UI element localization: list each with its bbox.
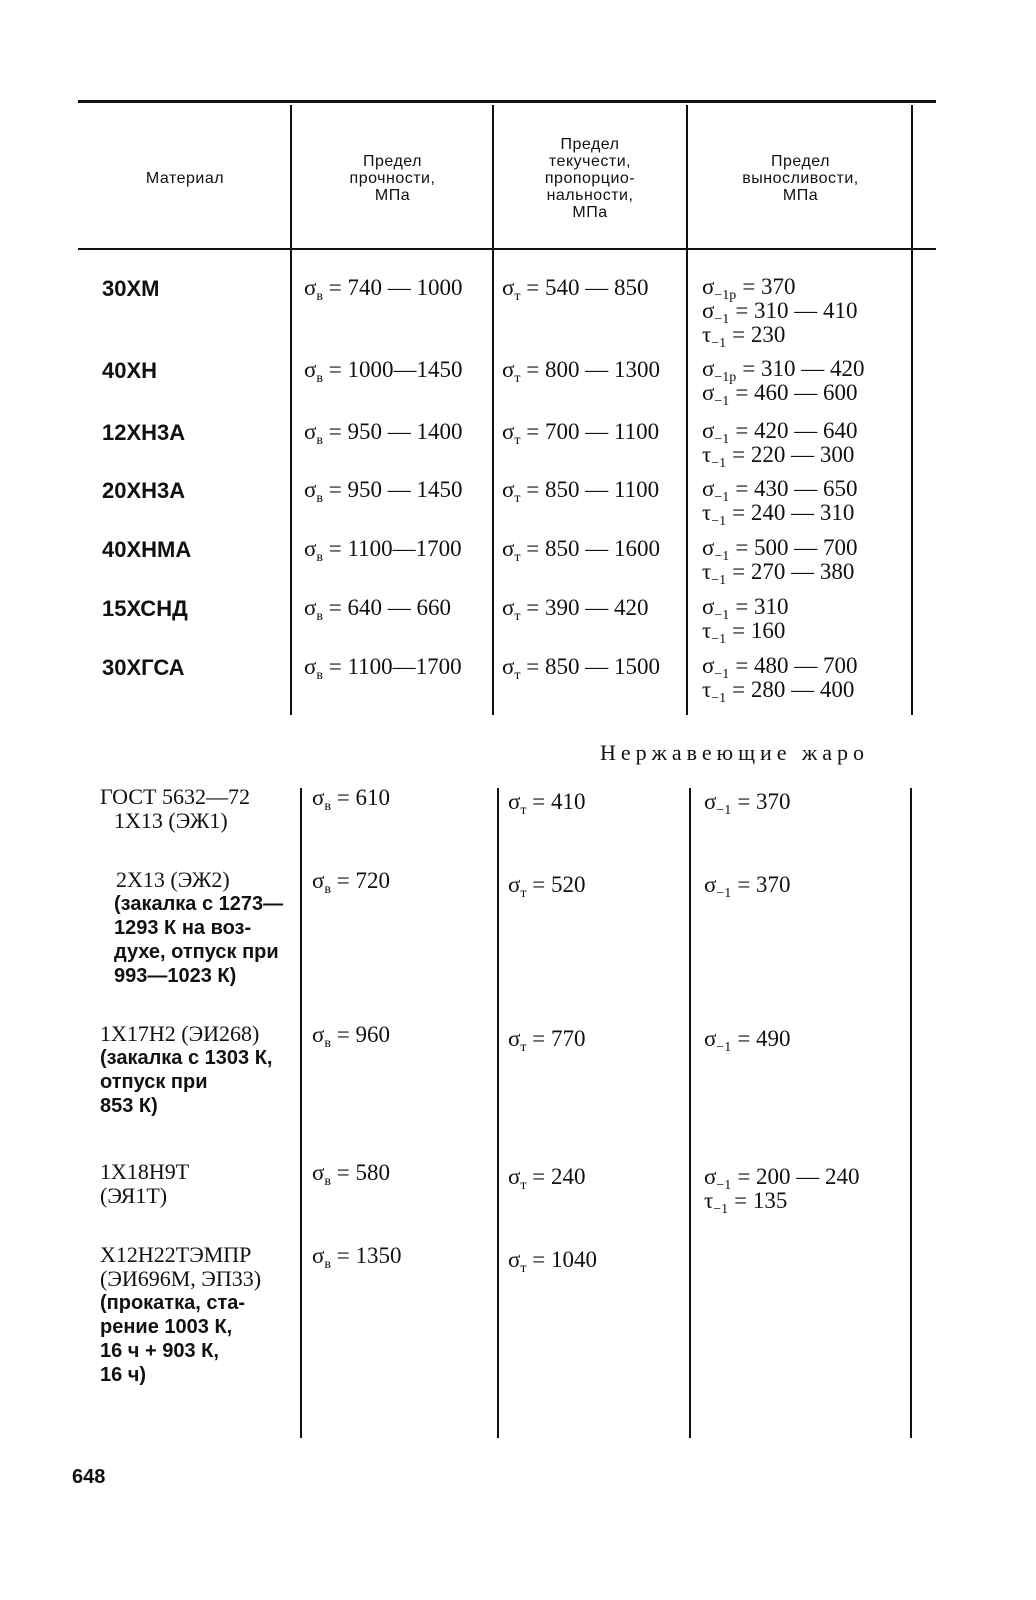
endurance-symbol: σ	[702, 274, 715, 299]
endurance-symbol: τ	[704, 1188, 714, 1213]
yield-equals: =	[526, 1164, 552, 1189]
endurance-value: = 310 — 410	[735, 298, 858, 323]
col-divider-4b	[910, 788, 912, 1438]
yield-subscript: т	[514, 550, 521, 565]
header-material: Материал	[145, 170, 225, 187]
material-note-line: (прокатка, ста-	[100, 1292, 246, 1314]
endurance-line	[704, 872, 791, 901]
table-top-rule	[78, 100, 936, 103]
yield-value: 390 — 420	[545, 595, 649, 620]
endurance-value: = 200 — 240	[737, 1164, 860, 1189]
material-name: 30ХМ	[102, 276, 160, 301]
endurance-symbol: σ	[702, 594, 715, 619]
endurance-value: = 310 — 420	[742, 356, 865, 381]
endurance-subscript: −1	[713, 1202, 729, 1217]
header-endurance: Предел выносливости, МПа	[742, 153, 859, 204]
yield-subscript: т	[520, 1040, 527, 1055]
yield-subscript: т	[520, 1178, 527, 1193]
yield-equals: =	[520, 275, 546, 300]
endurance-subscript: −1	[714, 608, 730, 623]
strength-equals: =	[323, 357, 348, 382]
endurance-value: = 370	[737, 789, 791, 814]
endurance-cell	[702, 653, 858, 706]
strength-symbol: σ	[304, 654, 317, 679]
strength-symbol: σ	[304, 275, 317, 300]
strength-subscript: в	[316, 550, 324, 565]
strength-value: 1100—1700	[347, 654, 462, 679]
endurance-value: = 460 — 600	[735, 380, 858, 405]
col-divider-2	[492, 105, 494, 715]
endurance-symbol: τ	[702, 500, 712, 525]
endurance-subscript: −1	[714, 490, 730, 505]
endurance-symbol: σ	[702, 476, 715, 501]
endurance-cell	[702, 274, 858, 351]
material-name: 40ХНМА	[102, 537, 192, 562]
endurance-line	[702, 677, 858, 706]
material-note-line: отпуск при	[100, 1071, 208, 1093]
strength-cell	[304, 595, 451, 625]
endurance-symbol: τ	[702, 559, 712, 584]
material-cell	[100, 1022, 296, 1118]
yield-symbol: σ	[508, 789, 521, 814]
endurance-symbol: τ	[702, 322, 712, 347]
strength-symbol: σ	[312, 1160, 325, 1185]
strength-subscript: в	[324, 1257, 332, 1272]
yield-cell	[502, 477, 659, 507]
material-note-line: (закалка с 1303 К,	[100, 1047, 273, 1069]
endurance-line	[702, 442, 858, 471]
yield-equals: =	[520, 595, 546, 620]
yield-subscript: т	[520, 1261, 527, 1276]
endurance-value: = 270 — 380	[732, 559, 855, 584]
yield-subscript: т	[520, 803, 527, 818]
endurance-value: = 500 — 700	[735, 535, 858, 560]
strength-subscript: в	[316, 289, 324, 304]
endurance-symbol: τ	[702, 677, 712, 702]
yield-symbol: σ	[502, 357, 515, 382]
endurance-line	[702, 298, 858, 327]
endurance-value: = 420 — 640	[735, 418, 858, 443]
endurance-line	[702, 418, 858, 447]
yield-subscript: т	[514, 371, 521, 386]
endurance-line	[702, 559, 858, 588]
strength-cell	[304, 654, 462, 684]
endurance-subscript: −1	[716, 886, 732, 901]
material-note-line: 853 К)	[100, 1095, 158, 1117]
endurance-value: = 135	[734, 1188, 788, 1213]
table-header-rule	[78, 248, 936, 250]
strength-value: 950 — 1400	[347, 419, 463, 444]
endurance-value: = 160	[732, 618, 786, 643]
endurance-line	[704, 1164, 860, 1193]
yield-equals: =	[526, 1026, 552, 1051]
yield-value: 850 — 1500	[545, 654, 661, 679]
strength-symbol: σ	[304, 419, 317, 444]
material-name: 40ХН	[102, 358, 158, 383]
endurance-symbol: τ	[702, 442, 712, 467]
endurance-subscript: −1	[714, 549, 730, 564]
endurance-subscript: −1	[711, 691, 727, 706]
endurance-subscript: −1	[714, 667, 730, 682]
endurance-line	[702, 356, 865, 385]
strength-value: 1000—1450	[347, 357, 463, 382]
strength-cell	[304, 275, 463, 305]
endurance-line	[702, 618, 789, 647]
endurance-value: = 430 — 650	[735, 476, 858, 501]
endurance-value: = 280 — 400	[732, 677, 855, 702]
material-note-line: 993—1023 К)	[114, 965, 237, 987]
yield-cell	[508, 1026, 586, 1056]
col-divider-1b	[300, 788, 302, 1438]
strength-equals: =	[323, 275, 348, 300]
material-cell	[100, 868, 296, 988]
strength-symbol: σ	[304, 536, 317, 561]
strength-symbol: σ	[304, 357, 317, 382]
strength-value: 640 — 660	[347, 595, 452, 620]
endurance-cell	[702, 594, 789, 647]
strength-equals: =	[331, 868, 356, 893]
yield-value: 800 — 1300	[545, 357, 661, 382]
strength-value: 1100—1700	[347, 536, 462, 561]
material-line: ГОСТ 5632—72	[100, 784, 250, 809]
endurance-cell	[702, 356, 865, 409]
strength-cell	[304, 419, 463, 449]
yield-subscript: т	[514, 433, 521, 448]
endurance-line	[702, 476, 858, 505]
material-line: 1Х17Н2 (ЭИ268)	[100, 1021, 260, 1046]
strength-symbol: σ	[312, 785, 325, 810]
strength-subscript: в	[316, 433, 324, 448]
yield-value: 700 — 1100	[545, 419, 660, 444]
yield-symbol: σ	[502, 275, 515, 300]
endurance-cell	[704, 789, 791, 818]
strength-value: 610	[355, 785, 391, 810]
strength-equals: =	[331, 1022, 356, 1047]
yield-value: 850 — 1100	[545, 477, 660, 502]
material-line: 2Х13 (ЭЖ2)	[116, 867, 230, 892]
material-line: Х12Н22ТЭМПР	[100, 1242, 252, 1267]
material-line: 1Х13 (ЭЖ1)	[114, 808, 228, 833]
material-note-line: духе, отпуск при	[114, 941, 279, 963]
section-title: Нержавеющие жаро	[600, 740, 870, 765]
strength-equals: =	[323, 654, 348, 679]
strength-equals: =	[323, 477, 348, 502]
strength-value: 1350	[355, 1243, 402, 1268]
page-number: 648	[72, 1466, 106, 1488]
endurance-subscript: −1	[711, 632, 727, 647]
endurance-subscript: −1	[711, 336, 727, 351]
endurance-symbol: σ	[702, 653, 715, 678]
yield-equals: =	[520, 536, 546, 561]
header-yield: Предел текучести, пропорцио- нальности, МПа	[544, 136, 636, 221]
strength-value: 740 — 1000	[347, 275, 463, 300]
col-divider-3b	[689, 788, 691, 1438]
yield-value: 850 — 1600	[545, 536, 661, 561]
endurance-symbol: τ	[702, 618, 712, 643]
endurance-symbol: σ	[704, 1164, 717, 1189]
strength-equals: =	[323, 419, 348, 444]
endurance-subscript: −1	[711, 456, 727, 471]
endurance-line	[704, 789, 791, 818]
strength-cell	[312, 1160, 390, 1190]
col-divider-2b	[497, 788, 499, 1438]
yield-cell	[502, 357, 660, 387]
yield-symbol: σ	[502, 536, 515, 561]
strength-value: 960	[355, 1022, 391, 1047]
strength-cell	[304, 536, 462, 566]
endurance-line	[702, 500, 858, 529]
strength-cell	[312, 1022, 390, 1052]
yield-cell	[508, 1164, 586, 1194]
strength-symbol: σ	[312, 1243, 325, 1268]
endurance-subscript: −1p	[714, 370, 737, 385]
yield-cell	[502, 419, 659, 449]
endurance-value: = 230	[732, 322, 786, 347]
yield-cell	[508, 872, 586, 902]
strength-subscript: в	[316, 371, 324, 386]
col-divider-1	[290, 105, 292, 715]
endurance-value: = 370	[737, 872, 791, 897]
strength-equals: =	[323, 536, 348, 561]
endurance-subscript: −1	[711, 514, 727, 529]
material-note-line: рение 1003 К,	[100, 1316, 233, 1338]
endurance-symbol: σ	[702, 298, 715, 323]
material-note-line: 16 ч + 903 К,	[100, 1340, 219, 1362]
yield-symbol: σ	[508, 1026, 521, 1051]
endurance-symbol: σ	[702, 356, 715, 381]
strength-symbol: σ	[312, 1022, 325, 1047]
strength-symbol: σ	[304, 477, 317, 502]
yield-equals: =	[520, 654, 546, 679]
strength-subscript: в	[324, 882, 332, 897]
endurance-subscript: −1	[716, 803, 732, 818]
header-strength: Предел прочности, МПа	[349, 153, 436, 204]
strength-subscript: в	[316, 491, 324, 506]
yield-value: 540 — 850	[545, 275, 649, 300]
endurance-subscript: −1	[711, 573, 727, 588]
endurance-line	[702, 274, 858, 303]
endurance-symbol: σ	[704, 789, 717, 814]
material-name: 20ХН3А	[102, 478, 186, 503]
material-note-line: (закалка с 1273—	[114, 893, 284, 915]
strength-equals: =	[331, 1243, 356, 1268]
endurance-symbol: σ	[702, 535, 715, 560]
yield-symbol: σ	[502, 654, 515, 679]
yield-symbol: σ	[502, 419, 515, 444]
yield-subscript: т	[520, 886, 527, 901]
yield-value: 240	[551, 1164, 586, 1189]
col-divider-4	[911, 105, 913, 715]
material-name: 30ХГСА	[102, 655, 185, 680]
endurance-value: = 240 — 310	[732, 500, 855, 525]
yield-subscript: т	[514, 289, 521, 304]
yield-equals: =	[526, 789, 552, 814]
yield-equals: =	[526, 1247, 552, 1272]
endurance-cell	[702, 418, 858, 471]
endurance-line	[704, 1188, 860, 1217]
col-divider-3	[686, 105, 688, 715]
strength-cell	[304, 357, 463, 387]
material-line: 1Х18Н9Т	[100, 1159, 190, 1184]
endurance-line	[702, 653, 858, 682]
strength-equals: =	[331, 1160, 356, 1185]
yield-equals: =	[520, 477, 546, 502]
yield-value: 1040	[551, 1247, 598, 1272]
endurance-symbol: σ	[704, 872, 717, 897]
endurance-symbol: σ	[702, 380, 715, 405]
endurance-line	[702, 594, 789, 623]
material-line: (ЭЯ1Т)	[100, 1183, 168, 1208]
material-note-line: 16 ч)	[100, 1364, 147, 1386]
strength-symbol: σ	[304, 595, 317, 620]
material-name: 12ХН3А	[102, 420, 186, 445]
material-cell	[100, 1243, 296, 1387]
endurance-value: = 370	[742, 274, 796, 299]
strength-subscript: в	[316, 668, 324, 683]
yield-symbol: σ	[502, 595, 515, 620]
strength-cell	[312, 868, 390, 898]
endurance-cell	[702, 476, 858, 529]
endurance-value: = 480 — 700	[735, 653, 858, 678]
endurance-subscript: −1p	[714, 288, 737, 303]
endurance-line	[702, 380, 865, 409]
strength-value: 950 — 1450	[347, 477, 463, 502]
material-line: (ЭИ696М, ЭП33)	[100, 1266, 262, 1291]
yield-cell	[502, 654, 660, 684]
strength-subscript: в	[324, 1036, 332, 1051]
endurance-symbol: σ	[704, 1026, 717, 1051]
endurance-subscript: −1	[714, 394, 730, 409]
strength-symbol: σ	[312, 868, 325, 893]
endurance-subscript: −1	[716, 1040, 732, 1055]
yield-equals: =	[526, 872, 552, 897]
endurance-line	[702, 535, 858, 564]
yield-subscript: т	[514, 668, 521, 683]
endurance-cell	[704, 872, 791, 901]
endurance-value: = 220 — 300	[732, 442, 855, 467]
endurance-subscript: −1	[714, 312, 730, 327]
strength-cell	[312, 785, 390, 815]
yield-cell	[508, 1247, 597, 1277]
endurance-cell	[704, 1026, 791, 1055]
yield-value: 410	[551, 789, 586, 814]
yield-equals: =	[520, 419, 546, 444]
endurance-line	[704, 1026, 791, 1055]
strength-equals: =	[323, 595, 348, 620]
yield-value: 520	[551, 872, 586, 897]
material-cell	[100, 785, 296, 833]
endurance-line	[702, 322, 858, 351]
yield-value: 770	[551, 1026, 586, 1051]
endurance-subscript: −1	[716, 1178, 732, 1193]
strength-subscript: в	[324, 799, 332, 814]
endurance-symbol: σ	[702, 418, 715, 443]
material-note-line: 1293 К на воз-	[114, 917, 252, 939]
yield-symbol: σ	[502, 477, 515, 502]
material-cell	[100, 1160, 296, 1208]
endurance-value: = 310	[735, 594, 789, 619]
strength-cell	[304, 477, 463, 507]
yield-cell	[502, 275, 649, 305]
strength-equals: =	[331, 785, 356, 810]
strength-value: 720	[355, 868, 391, 893]
yield-symbol: σ	[508, 1247, 521, 1272]
yield-cell	[502, 536, 660, 566]
endurance-subscript: −1	[714, 432, 730, 447]
strength-subscript: в	[324, 1174, 332, 1189]
yield-cell	[502, 595, 649, 625]
yield-subscript: т	[514, 491, 521, 506]
yield-equals: =	[520, 357, 546, 382]
strength-cell	[312, 1243, 402, 1273]
yield-symbol: σ	[508, 872, 521, 897]
yield-subscript: т	[514, 609, 521, 624]
endurance-cell	[704, 1164, 860, 1217]
endurance-cell	[702, 535, 858, 588]
material-name: 15ХСНД	[102, 596, 188, 621]
yield-symbol: σ	[508, 1164, 521, 1189]
strength-subscript: в	[316, 609, 324, 624]
endurance-value: = 490	[737, 1026, 791, 1051]
strength-value: 580	[355, 1160, 391, 1185]
yield-cell	[508, 789, 586, 819]
